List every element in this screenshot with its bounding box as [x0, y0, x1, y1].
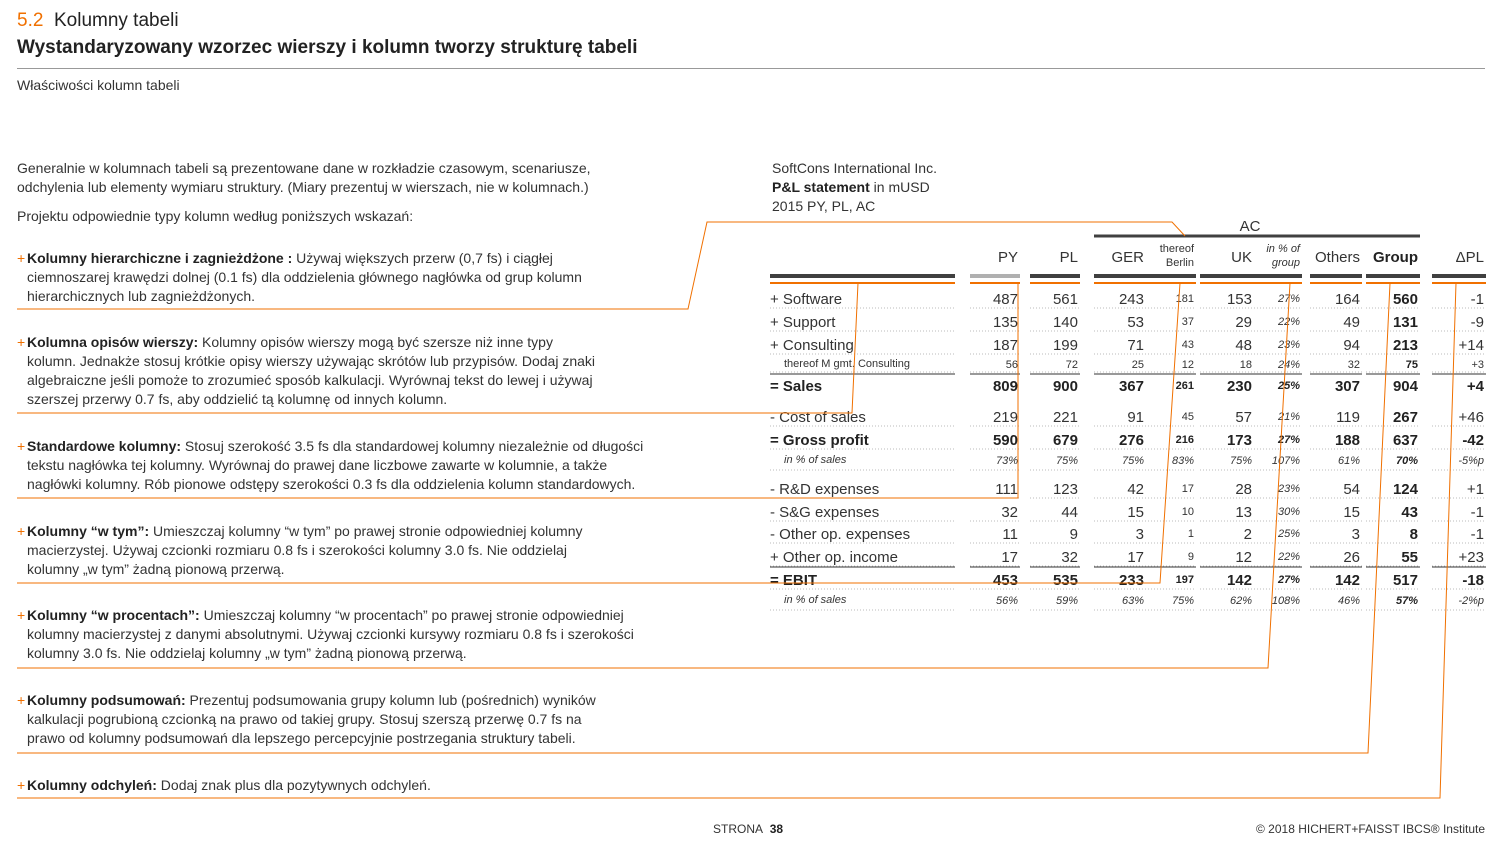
company-name: SoftCons International Inc. [772, 160, 937, 176]
cell-pl: 679 [1052, 432, 1078, 449]
guideline-text: Kolumny opisów wierszy mogą być szersze niż inne typy [198, 334, 553, 350]
cell-pl: 535 [1052, 572, 1078, 589]
column-header-pct [1254, 242, 1300, 270]
cell-dpl: -1 [1470, 291, 1484, 308]
row-label: in % of sales [784, 454, 847, 466]
column-header-dpl: ΔPL [1455, 249, 1484, 266]
row-label: thereof M gmt. Consulting [784, 358, 910, 370]
cell-py: 11 [1002, 526, 1018, 543]
guideline-item [17, 776, 717, 795]
cell-grp: 637 [1392, 432, 1418, 449]
cell-ger: 367 [1118, 378, 1144, 395]
cell-uk: 57 [1235, 409, 1252, 426]
plus-icon: + [17, 692, 26, 708]
page-label: STRONA [713, 822, 764, 836]
cell-dpl: +3 [1471, 359, 1484, 371]
cell-pl: 72 [1065, 359, 1078, 371]
guideline-line: kolumny macierzystej z danymi absolutnymi. Używaj czcionki kursywy rozmiaru 0.8 fs i szerokości [27, 626, 634, 642]
cell-uk: 28 [1235, 481, 1252, 498]
cell-py: 111 [995, 481, 1018, 498]
cell-pl: 123 [1052, 481, 1078, 498]
cell-py: 56 [1005, 359, 1018, 371]
cell-py: 135 [992, 314, 1018, 331]
cell-grp: 124 [1392, 481, 1418, 498]
ac-group-header: AC [1239, 218, 1261, 235]
row-label: = Sales [770, 378, 823, 395]
guideline-line [27, 333, 717, 352]
report-unit: in mUSD [869, 179, 930, 195]
cell-grp: 75 [1405, 359, 1418, 371]
guideline-text: Prezentuj podsumowania grupy kolumn lub (pośrednich) wyników [185, 692, 596, 708]
cell-ger: 25 [1131, 359, 1144, 371]
cell-py: 453 [992, 572, 1018, 589]
cell-pl: 44 [1061, 504, 1078, 521]
cell-pct: 21% [1277, 411, 1300, 423]
title-divider [17, 68, 1485, 69]
guideline-heading: Kolumny odchyleń: [27, 777, 157, 793]
cell-pl: 900 [1052, 378, 1078, 395]
section-number: 5.2 [17, 10, 44, 31]
cell-uk: 29 [1235, 314, 1252, 331]
guideline-heading: Kolumny “w procentach”: [27, 607, 200, 623]
cell-pct: 25% [1277, 380, 1300, 392]
intro-line: odchylenia lub elementy wymiaru struktury. (Miary prezentuj w wierszach, nie w kolumnach.) [17, 179, 589, 195]
guideline-line: kalkulacji pogrubioną czcionką na prawo od takiej grupy. Stosuj szerszą przerwę 0.7 fs na [27, 711, 582, 727]
intro-instruction: Projektu odpowiednie typy kolumn według poniższych wskazań: [17, 208, 414, 224]
cell-pl: 140 [1052, 314, 1078, 331]
cell-ber: 216 [1175, 434, 1194, 446]
cell-ber: 197 [1175, 574, 1194, 586]
cell-ger: 42 [1127, 481, 1144, 498]
cell-dpl: -1 [1470, 526, 1484, 543]
cell-dpl: -1 [1470, 504, 1484, 521]
guideline-line: kolumny 3.0 fs. Nie oddzielaj kolumny „w tym” żadną pionową przerwą. [27, 645, 467, 661]
cell-uk: 2 [1243, 526, 1252, 543]
guideline-item [17, 249, 717, 306]
cell-pl: 32 [1061, 549, 1078, 566]
cell-ber: 37 [1181, 316, 1194, 328]
cell-grp: 8 [1409, 526, 1418, 543]
cell-ger: 3 [1135, 526, 1144, 543]
cell-grp: 904 [1392, 378, 1418, 395]
cell-oth: 307 [1334, 378, 1360, 395]
column-header-py: PY [997, 249, 1018, 266]
row-label: - Cost of sales [770, 409, 866, 426]
column-header-pl: PL [1059, 249, 1078, 266]
cell-uk: 12 [1235, 549, 1252, 566]
cell-py: 219 [992, 409, 1018, 426]
cell-ber: 83% [1171, 455, 1194, 467]
cell-pct: 23% [1277, 339, 1300, 351]
guideline-line: szerszej przerwy 0.7 fs, aby oddzielić tą kolumnę od innych kolumn. [27, 391, 448, 407]
cell-ber: 1 [1187, 528, 1194, 540]
cell-pl: 221 [1052, 409, 1078, 426]
guideline-line: prawo od kolumny podsumowań dla lepszego percepcyjnie postrzegania struktury tabeli. [27, 730, 576, 746]
cell-oth: 32 [1347, 359, 1360, 371]
guideline-line [27, 606, 717, 625]
guideline-line: ciemnoszarej krawędzi dolnej (0.1 fs) dla oddzielenia głównego nagłówka od grup kolumn [27, 269, 582, 285]
cell-dpl: -5%p [1458, 455, 1484, 467]
cell-py: 809 [992, 378, 1018, 395]
cell-oth: 54 [1343, 481, 1360, 498]
cell-uk: 75% [1229, 455, 1252, 467]
cell-pl: 9 [1069, 526, 1078, 543]
cell-ber: 17 [1181, 483, 1194, 495]
cell-pct: 23% [1277, 483, 1300, 495]
section-title: Kolumny tabeli [53, 10, 179, 31]
guideline-heading: Kolumna opisów wierszy: [27, 334, 199, 350]
guideline-text: Dodaj znak plus dla pozytywnych odchyleń. [156, 777, 431, 793]
guideline-heading: Kolumny podsumowań: [27, 692, 186, 708]
cell-pct: 107% [1271, 455, 1300, 467]
cell-ger: 17 [1127, 549, 1144, 566]
cell-py: 487 [992, 291, 1018, 308]
intro-paragraph [17, 159, 717, 197]
cell-uk: 173 [1226, 432, 1252, 449]
cell-ger: 75% [1121, 455, 1144, 467]
cell-ger: 233 [1118, 572, 1144, 589]
cell-uk: 18 [1239, 359, 1252, 371]
guideline-heading: Standardowe kolumny: [27, 438, 182, 454]
cell-uk: 142 [1226, 572, 1252, 589]
cell-grp: 213 [1392, 337, 1418, 354]
cell-dpl: +1 [1466, 481, 1484, 498]
column-header-uk: UK [1231, 249, 1252, 266]
cell-oth: 188 [1334, 432, 1360, 449]
cell-grp: 517 [1392, 572, 1418, 589]
cell-dpl: +14 [1458, 337, 1484, 354]
cell-ber: 9 [1187, 551, 1194, 563]
cell-py: 590 [992, 432, 1018, 449]
cell-dpl: +46 [1458, 409, 1484, 426]
guideline-line: kolumny „w tym” żadną pionową przerwą. [27, 561, 285, 577]
cell-dpl: +4 [1466, 378, 1484, 395]
cell-grp: 43 [1401, 504, 1418, 521]
row-label: - R&D expenses [770, 481, 880, 498]
guideline-text: Stosuj szerokość 3.5 fs dla standardowej kolumny niezależnie od długości [181, 438, 644, 454]
cell-dpl: -2%p [1458, 595, 1484, 607]
guideline-line: nagłówki kolumny. Rób pionowe odstępy szerokości 0.3 fs dla oddzielenia kolumn standardowych. [27, 476, 636, 492]
guideline-item [17, 606, 717, 663]
cell-ber: 261 [1175, 380, 1194, 392]
guideline-line: algebraiczne jeśli pomoże to zrozumieć sposób kalkulacji. Wyrównaj tekst do lewej i używaj [27, 372, 593, 388]
guideline-heading: Kolumny “w tym”: [27, 523, 150, 539]
column-header-group: Group [1373, 249, 1418, 266]
cell-ber: 43 [1181, 339, 1194, 351]
guideline-text: Umieszczaj kolumny “w tym” po prawej stronie odpowiedniej kolumny [149, 523, 583, 539]
report-name-bold: P&L statement [772, 179, 870, 195]
report-name [772, 178, 1022, 197]
guideline-item [17, 333, 717, 409]
row-label: + Consulting [770, 337, 854, 354]
cell-ger: 243 [1118, 291, 1144, 308]
cell-py: 17 [1001, 549, 1018, 566]
guideline-item [17, 437, 717, 494]
cell-ger: 15 [1127, 504, 1144, 521]
row-label: - Other op. expenses [770, 526, 911, 543]
row-label: + Software [770, 291, 843, 308]
row-label: = EBIT [770, 572, 818, 589]
cell-uk: 13 [1235, 504, 1252, 521]
cell-dpl: -18 [1462, 572, 1484, 589]
cell-grp: 57% [1395, 595, 1418, 607]
cell-oth: 142 [1334, 572, 1360, 589]
cell-pl: 561 [1052, 291, 1078, 308]
cell-grp: 55 [1401, 549, 1418, 566]
guideline-line [27, 249, 717, 268]
cell-oth: 46% [1337, 595, 1360, 607]
cell-ger: 71 [1127, 337, 1144, 354]
cell-uk: 153 [1226, 291, 1252, 308]
cell-grp: 70% [1395, 455, 1418, 467]
cell-oth: 3 [1351, 526, 1360, 543]
guideline-heading: Kolumny hierarchiczne i zagnieżdżone : [27, 250, 293, 266]
cell-pct: 27% [1277, 293, 1300, 305]
guideline-text: Umieszczaj kolumny “w procentach” po prawej stronie odpowiedniej [199, 607, 624, 623]
plus-icon: + [17, 777, 26, 793]
cell-pct: 30% [1277, 506, 1300, 518]
cell-ber: 75% [1171, 595, 1194, 607]
cell-dpl: -9 [1470, 314, 1484, 331]
cell-pct: 27% [1277, 574, 1300, 586]
cell-pl: 75% [1055, 455, 1078, 467]
thereof-line1: thereof [1159, 243, 1194, 255]
cell-ber: 12 [1181, 359, 1194, 371]
row-label: = Gross profit [770, 432, 869, 449]
guideline-line [27, 776, 717, 795]
pct-line2: group [1271, 257, 1300, 269]
guideline-line: tekstu nagłówka tej kolumny. Wyrównaj do prawej dane liczbowe zawarte w kolumnie, a także [27, 457, 608, 473]
section-heading [17, 10, 179, 32]
report-period: 2015 PY, PL, AC [772, 198, 876, 214]
page-title: Wystandaryzowany wzorzec wierszy i kolumn tworzy strukturę tabeli [17, 37, 638, 58]
cell-uk: 62% [1229, 595, 1252, 607]
column-header-others: Others [1314, 249, 1360, 266]
cell-pct: 24% [1277, 359, 1300, 371]
plus-icon: + [17, 523, 26, 539]
guideline-line: macierzystej. Używaj czcionki rozmiaru 0.8 fs i szerokości kolumny 3.0 fs. Nie oddzielaj [27, 542, 567, 558]
cell-ger: 91 [1127, 409, 1144, 426]
cell-pct: 27% [1277, 434, 1300, 446]
cell-ber: 181 [1175, 293, 1194, 305]
intro-line: Generalnie w kolumnach tabeli są prezentowane dane w rozkładzie czasowym, scenariusze, [17, 160, 591, 176]
cell-oth: 164 [1334, 291, 1360, 308]
cell-oth: 61% [1337, 455, 1360, 467]
cell-oth: 49 [1343, 314, 1360, 331]
cell-ber: 45 [1181, 411, 1194, 423]
guideline-item [17, 691, 717, 748]
guideline-line: hierarchicznych lub zagnieżdżonych. [27, 288, 256, 304]
plus-icon: + [17, 250, 26, 266]
cell-py: 32 [1001, 504, 1018, 521]
row-label: + Other op. income [770, 549, 898, 566]
page-subtitle: Właściwości kolumn tabeli [17, 77, 180, 93]
cell-py: 187 [992, 337, 1018, 354]
row-label: in % of sales [784, 594, 847, 606]
cell-grp: 267 [1392, 409, 1418, 426]
cell-py: 56% [995, 595, 1018, 607]
copyright: © 2018 HICHERT+FAISST IBCS® Institute [1256, 822, 1485, 836]
plus-icon: + [17, 607, 26, 623]
cell-ger: 63% [1121, 595, 1144, 607]
cell-uk: 230 [1226, 378, 1252, 395]
page-number [713, 822, 783, 836]
guideline-line [27, 691, 717, 710]
cell-ger: 276 [1118, 432, 1144, 449]
page-number-value: 38 [769, 822, 784, 836]
guideline-item [17, 522, 717, 579]
cell-pct: 25% [1277, 528, 1300, 540]
cell-dpl: +23 [1458, 549, 1484, 566]
guideline-line: kolumn. Jednakże stosuj krótkie opisy wierszy używając skrótów lub przypisów. Dodaj znaki [27, 353, 596, 369]
cell-oth: 15 [1343, 504, 1360, 521]
cell-uk: 48 [1235, 337, 1252, 354]
guideline-line [27, 437, 717, 456]
cell-oth: 26 [1343, 549, 1360, 566]
cell-pct: 22% [1277, 551, 1300, 563]
cell-ber: 10 [1181, 506, 1194, 518]
cell-py: 73% [995, 455, 1018, 467]
cell-ger: 53 [1127, 314, 1144, 331]
guideline-text: Używaj większych przerw (0,7 fs) i ciągłej [292, 250, 553, 266]
cell-grp: 560 [1392, 291, 1418, 308]
cell-pct: 22% [1277, 316, 1300, 328]
plus-icon: + [17, 334, 26, 350]
plus-icon: + [17, 438, 26, 454]
pct-line1: in % of [1266, 243, 1300, 255]
row-label: + Support [770, 314, 836, 331]
cell-dpl: -42 [1462, 432, 1484, 449]
cell-oth: 94 [1343, 337, 1360, 354]
cell-pct: 108% [1271, 595, 1300, 607]
row-label: - S&G expenses [770, 504, 880, 521]
cell-pl: 59% [1055, 595, 1078, 607]
thereof-line2: Berlin [1165, 257, 1194, 269]
cell-pl: 199 [1052, 337, 1078, 354]
column-header-ger: GER [1111, 249, 1144, 266]
guideline-line [27, 522, 717, 541]
column-header-thereof [1148, 242, 1194, 270]
cell-oth: 119 [1336, 409, 1360, 426]
cell-grp: 131 [1392, 314, 1418, 331]
statement-header [772, 159, 1022, 216]
